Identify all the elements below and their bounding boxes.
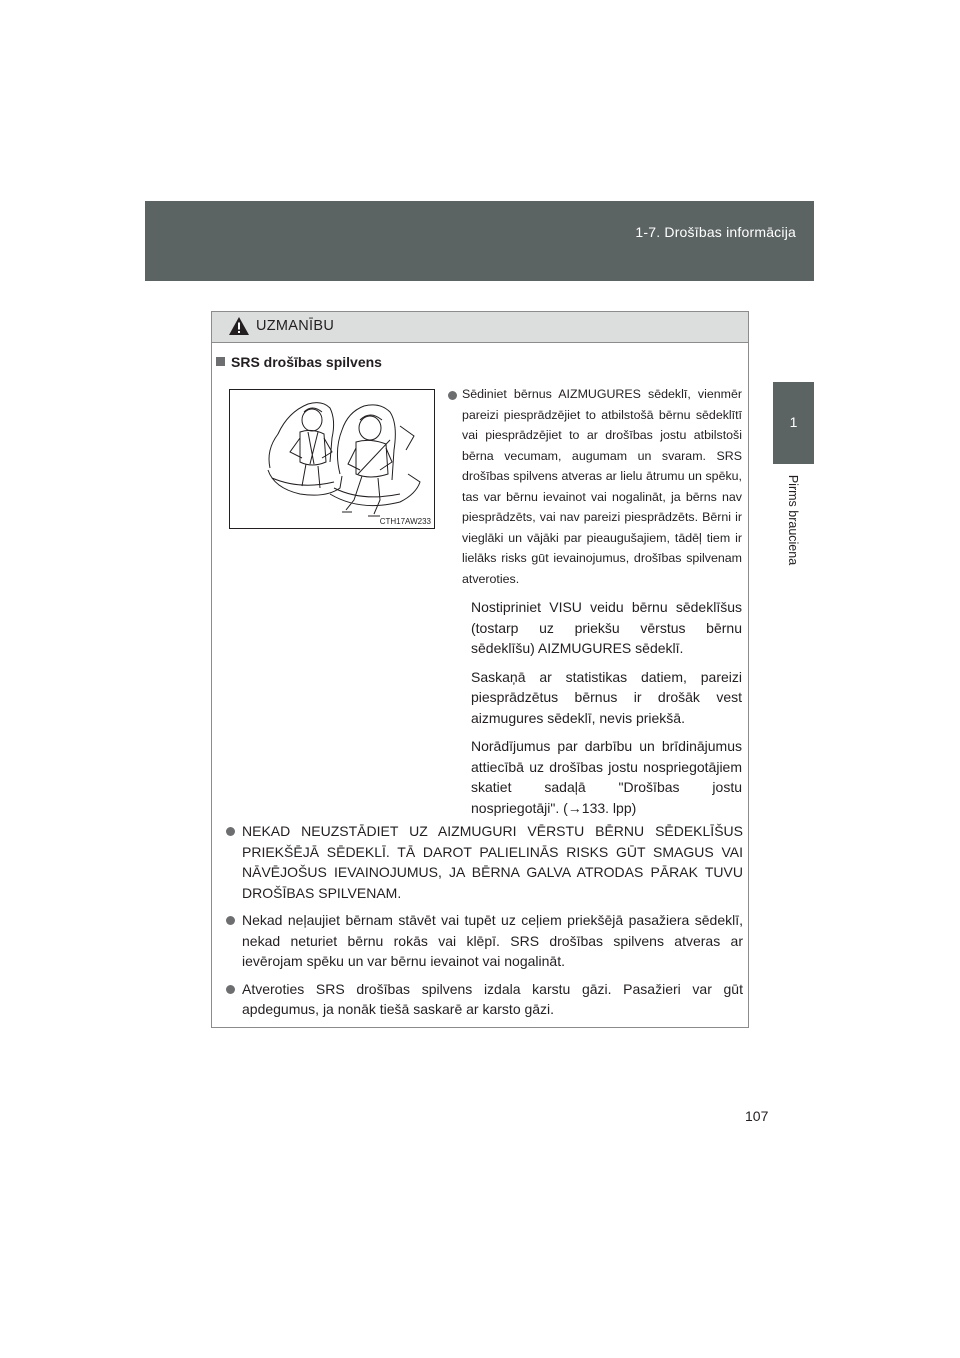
circle-bullet-icon	[226, 916, 235, 925]
small-bullet-item	[448, 384, 742, 589]
right-column	[448, 384, 742, 818]
caution-header	[212, 312, 748, 343]
bullet-list	[225, 821, 743, 1027]
page-number: 107	[745, 1108, 769, 1124]
warning-triangle-icon	[228, 316, 250, 336]
list-item	[225, 910, 743, 972]
circle-bullet-icon	[226, 827, 235, 836]
list-item-text: Atveroties SRS drošības spilvens izdala karstu gāzi. Pasažieri var gūt apdegumus, ja nonāk tiešā saskarē ar karsto gāzi.	[242, 980, 743, 1017]
chapter-label: Pirms brauciena	[786, 474, 800, 566]
circle-bullet-icon	[448, 391, 457, 400]
paragraph: Saskaņā ar statistikas datiem, pareizi piesprādzētus bērnus ir drošāk vest aizmugures sēdeklī, nevis priekšā.	[471, 668, 742, 726]
list-item-text: Nekad neļaujiet bērnam stāvēt vai tupēt uz ceļiem priekšējā pasažiera sēdeklī, nekad neturiet bērnu rokās vai klēpī. SRS drošības spilvens atveras ar ievērojam spēku un var bērnu ievainot vai nogalināt.	[242, 912, 743, 969]
list-item-text: NEKAD NEUZSTĀDIET UZ AIZMUGURI VĒRSTU BĒRNU SĒDEKLĪŠUS PRIEKŠĒJĀ SĒDEKLĪ. TĀ DAROT PALIELINĀS RISKS GŪT SMAGUS VAI NĀVĒJOŠUS IEVAINOJUMUS, JA BĒRNA GALVA ATRODAS PĀRAK TUVU DROŠĪBAS SPILVENAM.	[242, 823, 743, 901]
chapter-number: 1	[789, 414, 798, 430]
chapter-header-band	[145, 201, 814, 281]
image-code: CTH17AW233	[379, 517, 431, 526]
list-item	[225, 821, 743, 903]
section-heading-text: SRS drošības spilvens	[231, 354, 382, 370]
caution-box	[211, 311, 749, 1028]
section-heading	[216, 354, 382, 370]
chapter-tab	[773, 382, 814, 464]
child-seat-illustration	[229, 389, 435, 529]
list-item	[225, 979, 743, 1020]
child-seats-drawing	[230, 390, 434, 528]
paragraph: Norādījumus par darbību un brīdinājumus attiecībā uz drošības jostu nospriegotājiem skatiet sadaļā "Drošības jostu nospriegotāji". (→133. lpp)	[471, 738, 742, 816]
square-bullet-icon	[216, 357, 225, 366]
caution-title: UZMANĪBU	[256, 318, 335, 334]
section-title: 1-7. Drošības informācija	[635, 224, 796, 240]
paragraph: Nostipriniet VISU veidu bērnu sēdeklīšus (tostarp uz priekšu vērstus bērnu sēdeklīšu) AIZMUGURES sēdeklī.	[471, 599, 742, 656]
circle-bullet-icon	[226, 985, 235, 994]
small-bullet-text: Sēdiniet bērnus AIZMUGURES sēdeklī, vienmēr pareizi piesprādzējiet to atbilstošā bērnu sēdeklītī vai piesprādzējiet to ar drošības jostu atbilstoši bērna vecumam, augumam un svaram. SRS drošības spilvens atveras ar lielu ātrumu un spēku, tas var bērnu ievainot vai nogalināt, ja bērns nav piesprādzēts, vai nav pareizi piesprādzēts. Bērni ir vieglāki un vājāki par pieaugušajiem, tādēļ tiem ir lielāks risks gūt ievainojumus, drošības spilvenam atveroties.	[462, 387, 742, 586]
